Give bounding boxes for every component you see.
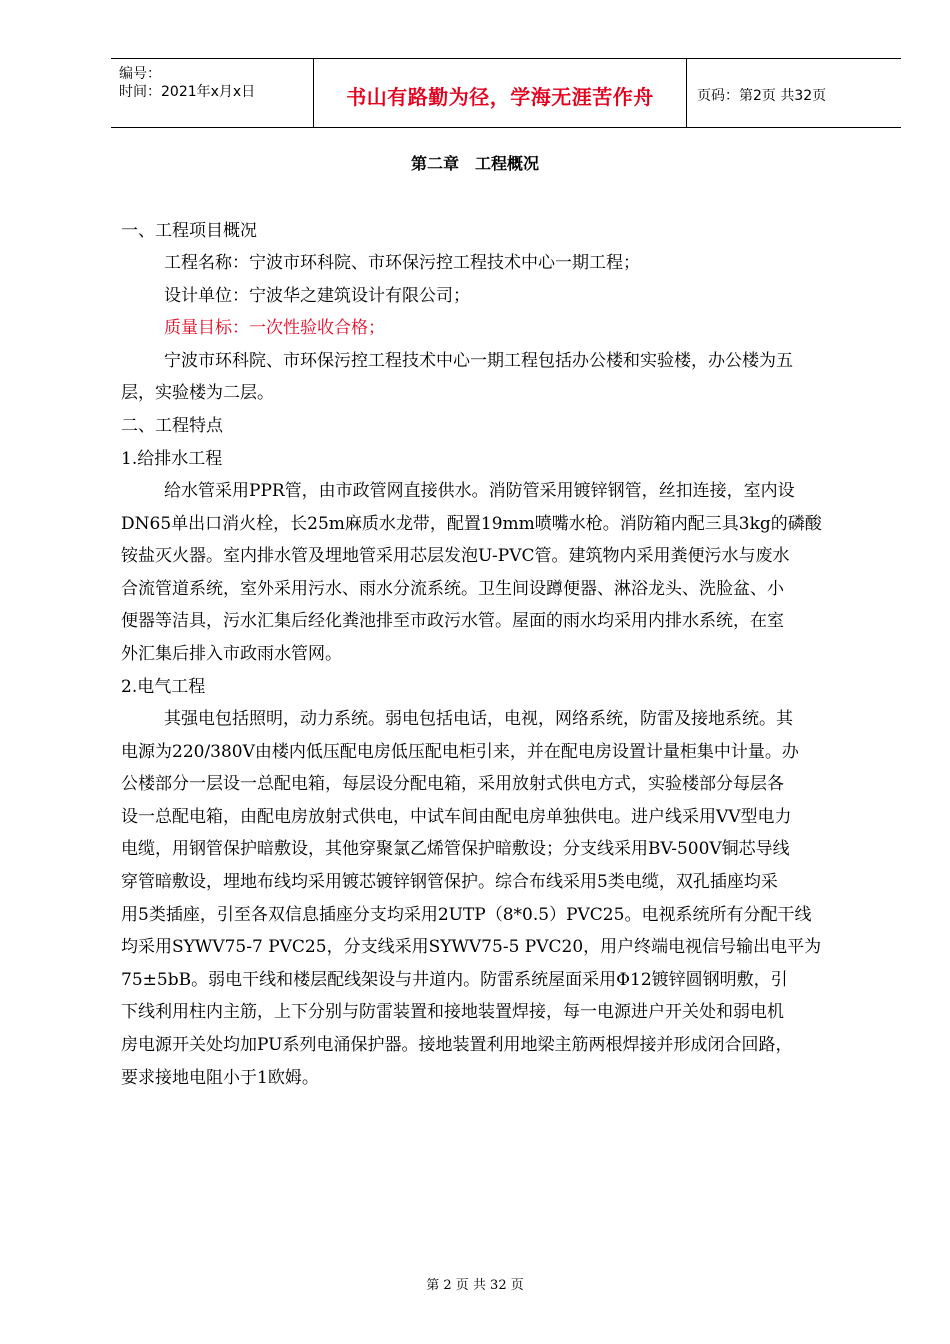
- paragraph-line: 要求接地电阻小于1欧姆。: [121, 1068, 319, 1088]
- paragraph-line: 设一总配电箱，由配电房放射式供电，中试车间由配电房单独供电。进户线采用VV型电力: [121, 807, 792, 827]
- time-label: 时间：2021年x月x日: [119, 84, 256, 100]
- paragraph-line: 穿管暗敷设，埋地布线均采用镀芯镀锌钢管保护。综合布线采用5类电缆，双孔插座均采: [121, 872, 778, 892]
- paragraph-line: 公楼部分一层设一总配电箱，每层设分配电箱，采用放射式供电方式，实验楼部分每层各: [121, 774, 784, 794]
- paragraph-line: 用5类插座，引至各双信息插座分支均采用2UTP（8*0.5）PVC25。电视系统所有分配干线: [121, 905, 812, 925]
- paragraph-line: 层，实验楼为二层。: [121, 383, 274, 403]
- paragraph-line: DN65单出口消火栓，长25m麻质水龙带，配置19mm喷嘴水枪。消防箱内配三具3kg的磷酸: [121, 514, 822, 534]
- paragraph-line: 下线利用柱内主筋，上下分别与防雷装置和接地装置焊接，每一电源进户开关处和弱电机: [121, 1002, 784, 1022]
- code-label: 编号：: [119, 66, 161, 82]
- paragraph-line: 便器等洁具，污水汇集后经化粪池排至市政污水管。屋面的雨水均采用内排水系统，在室: [121, 611, 784, 631]
- paragraph-line: 铵盐灭火器。室内排水管及埋地管采用芯层发泡U-PVC管。建筑物内采用粪便污水与废水: [121, 546, 790, 566]
- paragraph-line: 宁波市环科院、市环保污控工程技术中心一期工程包括办公楼和实验楼，办公楼为五: [164, 351, 793, 371]
- paragraph-line: 其强电包括照明，动力系统。弱电包括电话，电视，网络系统，防雷及接地系统。其: [164, 709, 793, 729]
- page-footer: 第 2 页 共 32 页: [426, 1278, 524, 1293]
- design-unit: 设计单位：宁波华之建筑设计有限公司；: [164, 286, 470, 306]
- paragraph-line: 给水管采用PPR管，由市政管网直接供水。消防管采用镀锌钢管，丝扣连接，室内设: [164, 481, 795, 501]
- header-meta: [111, 59, 313, 127]
- paragraph-line: 电缆，用钢管保护暗敷设，其他穿聚氯乙烯管保护暗敷设；分支线采用BV-500V铜芯导线: [121, 839, 790, 859]
- quality-target: 质量目标：一次性验收合格；: [164, 318, 385, 338]
- section-heading-overview: 一、工程项目概况: [121, 221, 257, 241]
- paragraph-line: 外汇集后排入市政雨水管网。: [121, 644, 342, 664]
- subsection-heading-electrical: 2.电气工程: [121, 677, 206, 697]
- paragraph-line: 房电源开关处均加PU系列电涌保护器。接地装置利用地梁主筋两根焊接并形成闭合回路，: [121, 1035, 793, 1055]
- subsection-heading-water: 1.给排水工程: [121, 449, 223, 469]
- header-page-cell: [687, 59, 901, 127]
- header-motto-cell: [313, 59, 687, 127]
- page-header: [111, 58, 901, 128]
- page-info: 页码：第2页 共32页: [697, 88, 827, 104]
- chapter-title: 第二章 工程概况: [410, 154, 539, 173]
- paragraph-line: 电源为220/380V由楼内低压配电房低压配电柜引来，并在配电房设置计量柜集中计量。办: [121, 742, 799, 762]
- paragraph-line: 合流管道系统，室外采用污水、雨水分流系统。卫生间设蹲便器、淋浴龙头、洗脸盆、小: [121, 579, 784, 599]
- paragraph-line: 75±5bB。弱电干线和楼层配线架设与井道内。防雷系统屋面采用Φ12镀锌圆钢明敷，引: [121, 970, 788, 990]
- section-heading-features: 二、工程特点: [121, 416, 223, 436]
- paragraph-line: 均采用SYWV75-7 PVC25，分支线采用SYWV75-5 PVC20，用户终端电视信号输出电平为: [121, 937, 822, 957]
- project-name: 工程名称：宁波市环科院、市环保污控工程技术中心一期工程；: [164, 253, 640, 273]
- motto: 书山有路勤为径，学海无涯苦作舟: [346, 85, 654, 109]
